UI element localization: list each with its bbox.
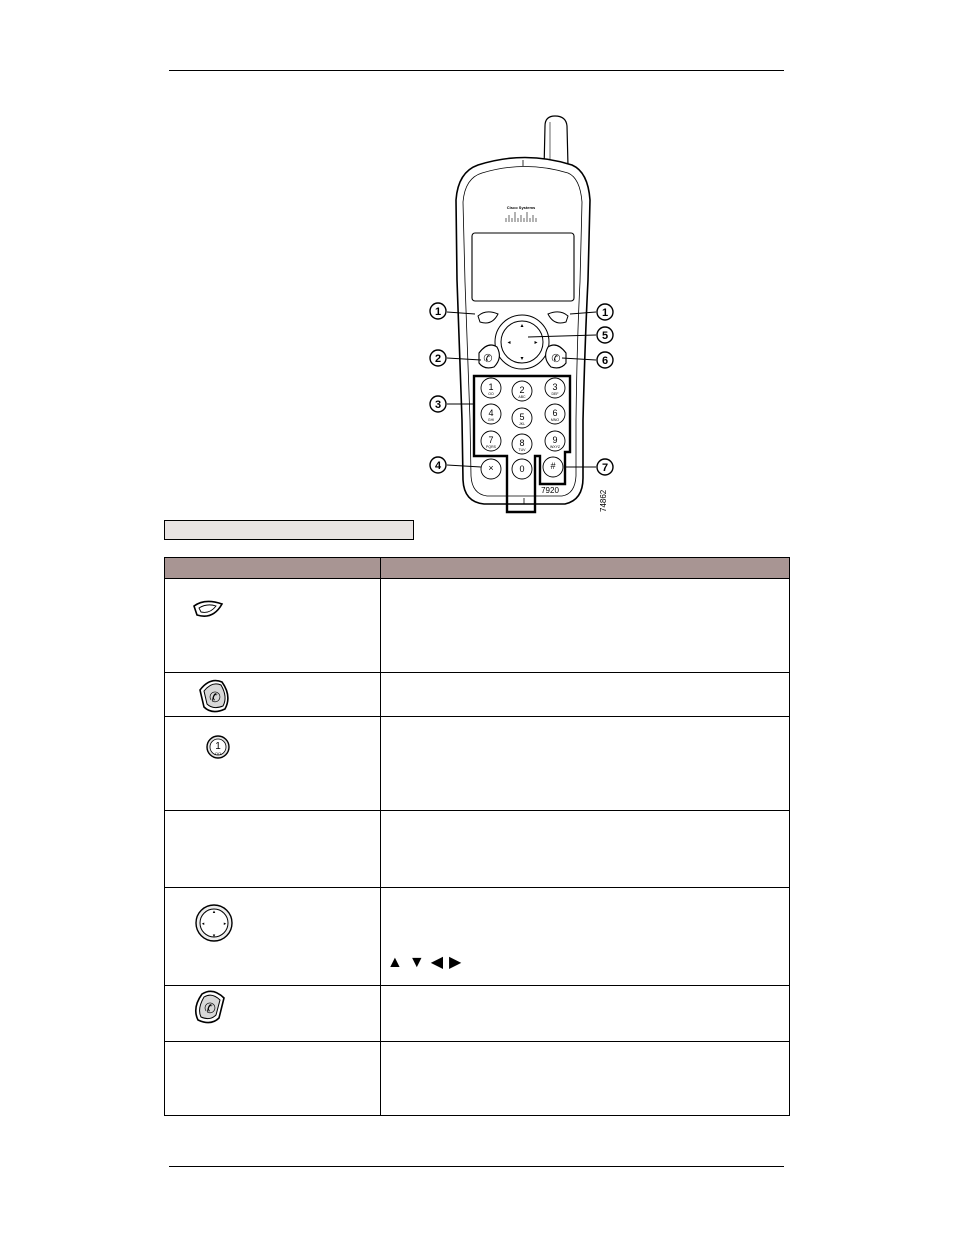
svg-text:6: 6 <box>552 408 558 418</box>
svg-text:◂: ◂ <box>201 921 205 927</box>
right-arrow-icon: ▶ <box>449 954 462 971</box>
callout-1-right <box>597 304 613 320</box>
arrow-symbols <box>387 955 461 971</box>
phone-display <box>472 233 574 301</box>
svg-text:▾: ▾ <box>212 933 216 939</box>
svg-text:1: 1 <box>601 307 609 319</box>
table-cell-icon <box>165 673 381 717</box>
svg-text:3: 3 <box>552 382 558 392</box>
table-cell-description <box>381 673 790 717</box>
key-1 <box>481 378 501 398</box>
svg-text:ABC: ABC <box>518 395 526 399</box>
svg-text:▸: ▸ <box>534 339 538 346</box>
key-6 <box>545 404 565 424</box>
table-cell-description <box>381 579 790 673</box>
key-7 <box>481 431 501 451</box>
red-end-call-icon <box>189 988 229 1026</box>
svg-text:▴: ▴ <box>520 322 524 329</box>
svg-text:1: 1 <box>488 382 494 392</box>
key-5 <box>512 408 532 428</box>
table-row <box>165 717 790 811</box>
down-arrow-icon: ▼ <box>408 954 425 971</box>
svg-text:◂: ◂ <box>507 339 511 346</box>
svg-text:✆: ✆ <box>551 352 561 365</box>
key-3 <box>545 378 565 398</box>
svg-text:✆: ✆ <box>204 1001 216 1017</box>
svg-text:WXYZ: WXYZ <box>549 445 561 449</box>
table-row <box>165 986 790 1042</box>
table-row <box>165 673 790 717</box>
svg-text:2: 2 <box>434 353 442 365</box>
table-row <box>165 1042 790 1116</box>
phone-diagram <box>416 112 626 514</box>
svg-text:3: 3 <box>434 399 442 411</box>
navigation-button-icon <box>194 903 234 943</box>
table-cell-icon <box>165 717 381 811</box>
svg-text:OO: OO <box>214 751 222 756</box>
header-cell-description <box>381 558 790 579</box>
svg-text:JKL: JKL <box>518 422 526 426</box>
svg-text:7: 7 <box>488 435 494 445</box>
svg-text:2: 2 <box>519 385 525 395</box>
bottom-rule <box>169 1166 784 1167</box>
svg-text:PQRS: PQRS <box>486 445 496 449</box>
figure-number: 74862 <box>599 489 608 512</box>
callout-5 <box>597 327 613 343</box>
svg-text:✆: ✆ <box>209 690 221 706</box>
table-row <box>165 579 790 673</box>
svg-text:1: 1 <box>434 306 442 318</box>
svg-text:✆: ✆ <box>483 352 493 365</box>
callout-4 <box>430 457 446 473</box>
table-cell-icon <box>165 579 381 673</box>
table-cell-description <box>381 986 790 1042</box>
left-arrow-icon: ◀ <box>430 954 443 971</box>
svg-text:5: 5 <box>601 330 609 342</box>
header-cell-button <box>165 558 381 579</box>
svg-text:×: × <box>488 463 494 473</box>
key-pound <box>543 457 563 477</box>
model-label: 7920 <box>541 486 559 495</box>
svg-text:5: 5 <box>519 412 525 422</box>
top-rule <box>169 70 784 71</box>
svg-text:▸: ▸ <box>223 921 227 927</box>
callout-7 <box>597 459 613 475</box>
table-cell-icon <box>165 1042 381 1116</box>
green-call-icon <box>195 676 233 714</box>
key-star <box>481 459 501 479</box>
key-9 <box>545 431 565 451</box>
svg-text:GHI: GHI <box>487 418 495 422</box>
callout-3 <box>430 396 446 412</box>
keypad-key-icon <box>205 734 231 760</box>
svg-text:▾: ▾ <box>520 355 524 362</box>
table-cell-description <box>381 717 790 811</box>
svg-text:4: 4 <box>488 408 494 418</box>
table-cell-icon <box>165 986 381 1042</box>
up-arrow-icon: ▲ <box>387 954 403 971</box>
svg-text:MNO: MNO <box>550 418 560 422</box>
callout-2 <box>430 350 446 366</box>
figure-caption-bar <box>164 520 414 540</box>
svg-text:8: 8 <box>519 438 525 448</box>
key-2 <box>512 381 532 401</box>
table-cell-description <box>381 888 790 986</box>
svg-text:DEF: DEF <box>551 392 559 396</box>
callout-1-left <box>430 303 446 319</box>
svg-text:#: # <box>550 461 556 471</box>
phone-buttons-table <box>164 557 790 1116</box>
svg-text:6: 6 <box>601 355 609 367</box>
svg-text:4: 4 <box>434 460 442 472</box>
svg-text:▴: ▴ <box>212 909 216 915</box>
table-cell-description <box>381 811 790 888</box>
svg-text:9: 9 <box>552 435 558 445</box>
callout-6 <box>597 352 613 368</box>
table-cell-icon <box>165 811 381 888</box>
key-0 <box>512 459 532 479</box>
table-row <box>165 888 790 986</box>
key-4 <box>481 404 501 424</box>
softkey-icon <box>191 599 225 621</box>
svg-text:OO: OO <box>488 392 494 396</box>
svg-text:TUV: TUV <box>518 448 526 452</box>
key-8 <box>512 434 532 454</box>
table-row <box>165 811 790 888</box>
brand-logo-text: Cisco Systems <box>506 205 536 210</box>
table-cell-description <box>381 1042 790 1116</box>
table-cell-icon <box>165 888 381 986</box>
svg-text:7: 7 <box>601 462 609 474</box>
svg-text:0: 0 <box>519 464 525 474</box>
svg-text:1: 1 <box>215 741 221 752</box>
table-header-row <box>165 558 790 579</box>
